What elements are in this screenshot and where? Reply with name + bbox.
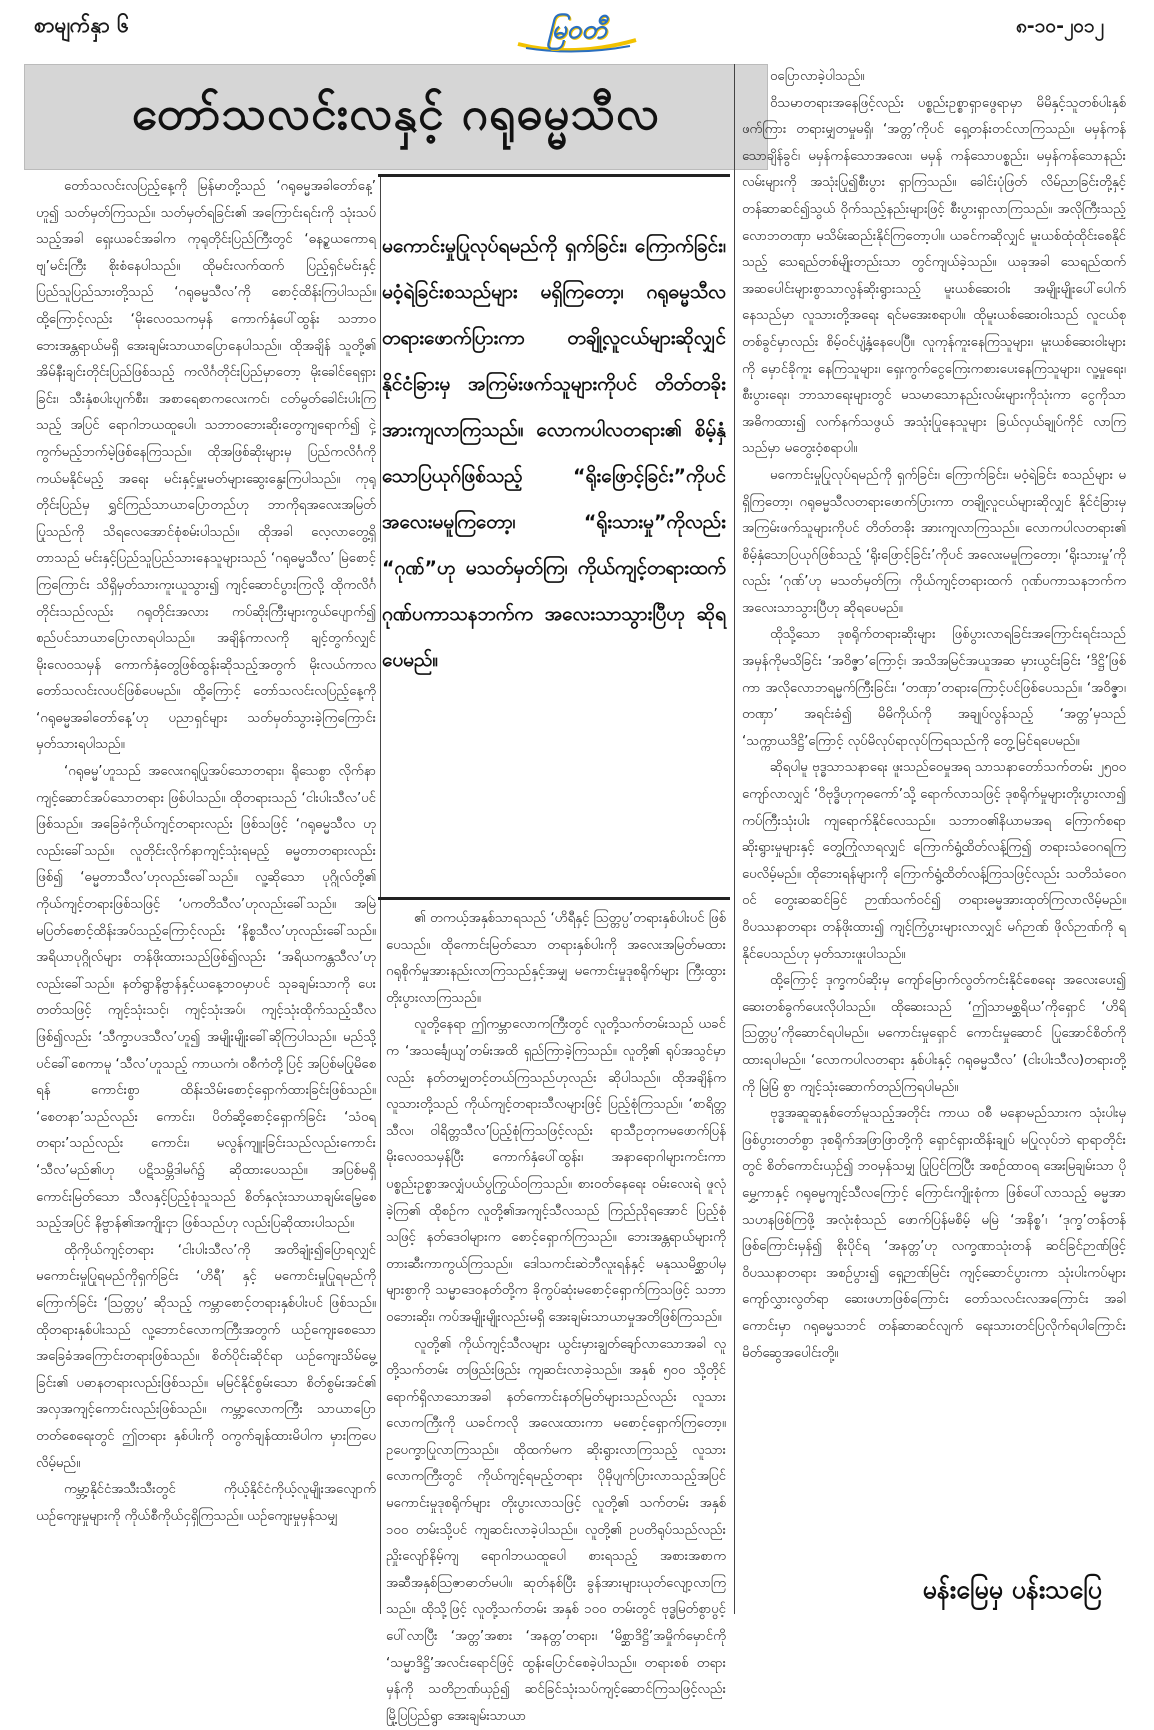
paragraph: ဗုဒ္ဓအဆူဆူနှစ်တော်မူသည့်အတိုင်း ကာယ ဝစီ မနောမည်သားက သုံးပါးမှ ဖြစ်ပွားတတ်စွာ ဒုစရိုက်အဖြာဖြာတို့ကို ရှောင်ရှားထိန်းချုပ် မပြုလုပ်ဘဲ ရာရာတိုင်းတွင် စိတ်ကောင်းယှဉ်၍ ဘဝမှန်သမျှ ပြုပြင်ကြပြီး အစဉ်ထာဝရ အေးမြချမ်းသာ ပိုမွှေ့ကာနှင့် ဂရုဓမ္မကျင့်သီလကြောင့် ကြောင်းကျိုးစုံကာ ဖြစ်ပေါ်လာသည့် ဓမ္မအာသဟနဖြစ်ကြဖို့ အလုံးစုံသည် ဖောက်ပြန်မစိမ့် မမြဲ ‘အနိစ္စ’၊ ‘ဒုက္ခ’တန်တန် ဖြစ်ကြောင်းမှန်၍ စိုးပိုင်ရ ‘အနတ္တ’ဟု လက္ခဏာသုံးတန် ဆင်ခြင်ဉာဏ်ဖြင့် ဝိပဿနာတရား အစဉ်ပွား၍ ရှေ့ဉာဏ်မြင်း ကျင့်ဆောင်ပွားကာ သုံးပါးကပ်များ ကျော်လွှားလွတ်ရာ ဆေးဖဟာဖြစ်ကြောင်း တော်သလင်းလအကြောင်း အခါကောင်းမှာ ဂရုဓမ္မသဘင် တန်ဆာဆင်လျက် ရေးသားတင်ပြလိုက်ရပါကြောင်း မိတ်ဆွေအပေါင်းတို့။ — [742, 1101, 1126, 1367]
page-header — [0, 0, 1154, 58]
masthead-title: မြဝတီ — [512, 12, 642, 51]
article-headline: တော်သလင်းလနှင့် ဂရုဓမ္မသီလ — [25, 85, 767, 152]
article-column-3 — [742, 64, 1126, 1554]
paragraph: ‘ဂရုဓမ္မ’ဟူသည် အလေးဂရုပြုအပ်သောတရား၊ ရိုသေစွာ လိုက်နာကျင့်ဆောင်အပ်သောတရား ဖြစ်ပါသည်။ ထိုတရားသည် ‘ငါးပါးသီလ’ပင်ဖြစ်သည်။ အခြေခံကိုယ်ကျင့်တရားလည်း ဖြစ်သဖြင့် ‘ဂရုဓမ္မသီလ ဟုလည်းခေါ်သည်။ လူတိုင်းလိုက်နာကျင့်သုံးရမည့် ဓမ္မတာတရားလည်းဖြစ်၍ ‘ဓမ္မတာသီလ’ဟုလည်းခေါ်သည်။ လူ့ဆိုသော ပုဂ္ဂိုလ်တို့၏ ကိုယ်ကျင့်တရားဖြစ်သဖြင့် ‘ပကတိသီလ’ဟုလည်းခေါ်သည်။ အမြဲမပြတ်စောင့်ထိန်းအပ်သည့်ကြောင့်လည်း ‘နိစ္စသီလ’ဟုလည်းခေါ်သည်။ အရိယာပုဂ္ဂိုလ်များ တန်ဖိုးထားသည်ဖြစ်၍လည်း ‘အရိယကန္တသီလ’ဟုလည်းခေါ်သည်။ နတ်ရွာနိဗ္ဗာန်နှင့်ယနေ့ဘဝမှာပင် သုခချမ်းသာကို ပေးတတ်သဖြင့် ကျင့်သုံးသင့်၊ ကျင့်သုံးအပ်၊ ကျင့်သုံးထိုက်သည့်သီလဖြစ်၍လည်း ‘သီက္ခာပဒသီလ’ဟူ၍ အမျိုးမျိုးခေါ်ဆိုကြပါသည်။ မည်သို့ပင်ခေါ်စေကာမူ ‘သီလ’ဟူသည့် ကာယကံ၊ ဝစီကံတို့ပြင့် အပြစ်မပြုမိစေရန် ကောင်းစွာ ထိန်းသိမ်းစောင့်ရှောက်ထားခြင်းဖြစ်သည်။ ‘စေတနာ’သည်လည်း ကောင်း၊ ပိတ်ဆို့စောင့်ရှောက်ခြင်း ‘သံဝရတရား’သည်လည်း ကောင်း၊ မလွန်ကျူးခြင်းသည်လည်းကောင်း ‘သီလ’မည်၏ဟု ပဋိသမ္ဘိဒါမဂ်၌ ဆိုထားပေသည်။ အပြစ်မရှိ ကောင်းမြတ်သော သီလနှင့်ပြည့်စုံသူသည် စိတ်နှလုံးသာယာချမ်းမြေ့စေသည့်အပြင် နိဗ္ဗာန်၏အကျိုးငှာ ဖြစ်သည်ဟု လည်းပြဆိုထားပါသည်။ — [36, 759, 376, 1238]
article-column-2 — [386, 906, 726, 1614]
author-byline: မန်းမြေမှ ပန်းသပြေ — [923, 1574, 1102, 1611]
issue-date: ၈-၁၀-၂၀၁၂ — [1016, 14, 1104, 42]
headline-banner — [24, 64, 768, 170]
pull-quote: မကောင်းမှုပြုလုပ်ရမည်ကို ရှက်ခြင်း၊ ကြောက်ခြင်း၊ မဝံ့ရဲခြင်းစသည်များ မရှိကြတော့၊ ဂရုဓမ္မသီလတရားဖောက်ပြားကာ တချို့လူငယ်များဆိုလျှင် နိုင်ငံခြားမှ အကြမ်းဖက်သူများကိုပင် တိတ်တခိုး အားကျလာကြသည်။ လောကပါလတရား၏ စိမ့်နှံသောပြယုဂ်ဖြစ်သည့် “ရိုးဖြောင့်ခြင်း”ကိုပင် အလေးမမူကြတော့၊ “ရိုးသားမှု”ကိုလည်း “ဂုဏ်”ဟု မသတ်မှတ်ကြ၊ ကိုယ်ကျင့်တရားထက် ဂုဏ်ပကာသနဘက်က အလေးသာသွားပြီဟု ဆိုရပေမည်။ — [382, 223, 726, 683]
paragraph: ထိုကိုယ်ကျင့်တရား ‘ငါးပါးသီလ’ကို အတိချုံး၍ပြောရလျှင် မကောင်းမှုပြုရမည်ကိုရှက်ခြင်း ‘ဟိရီ’ နှင့် မကောင်းမှုပြုရမည်ကို ကြောက်ခြင်း ‘ဩတ္တပ္ပ’ ဆိုသည့် ကမ္ဘာစောင့်တရားနှစ်ပါးပင် ဖြစ်သည်။ ထိုတရားနှစ်ပါးသည် လူ့ဘောင်လောကကြီးအတွက် ယဉ်ကျေးစေသော အခြေခံအကြောင်းတရားဖြစ်သည်။ စိတ်ပိုင်းဆိုင်ရာ ယဉ်ကျေးသိမ်မွေ့ခြင်း၏ ပဓာနတရားလည်းဖြစ်သည်။ မမြင်နိုင်စွမ်းသော စိတ်စွမ်းအင်၏ အလှအကျင့်ကောင်းလည်းဖြစ်သည်။ ကမ္ဘာ့လောကကြီး သာယာပြောတတ်စေရေးတွင် ဤတရား နှစ်ပါးကို ဝကွက်ချန်ထားမိပါက မှားကြပေလိမ့်မည်။ — [36, 1238, 376, 1477]
paragraph: မကောင်းမှုပြုလုပ်ရမည်ကို ရှက်ခြင်း၊ ကြောက်ခြင်း၊ မဝံ့ရဲခြင်း စသည်များ မရှိကြတော့၊ ဂရုဓမ္မသီလတရားဖောက်ပြားကာ တချို့လူငယ်များဆိုလျှင် နိုင်ငံခြားမှ အကြမ်းဖက်သူများကိုပင် တိတ်တခိုး အားကျလာကြသည်။ လောကပါလတရား၏ စိမ့်နှံသောပြယုဂ်ဖြစ်သည့် ‘ရိုးဖြောင့်ခြင်း’ကိုပင် အလေးမမူကြတော့၊ ‘ရိုးသားမှု’ကိုလည်း ‘ဂုဏ်’ဟု မသတ်မှတ်ကြ၊ ကိုယ်ကျင့်တရားထက် ဂုဏ်ပကာသနဘက်က အလေးသာသွားပြီဟု ဆိုရပေမည်။ — [742, 463, 1126, 623]
page-number: စာမျက်နှာ ၆ — [34, 12, 129, 43]
paragraph: ဝပြောလာခဲ့ပါသည်။ — [742, 64, 1126, 91]
pull-quote-box — [378, 174, 730, 900]
paragraph: ဆိုရပါမူ ဗုဒ္ဓသာသနာရေး ဖူးသည်ဝေမှုအရ သာသနာတော်သက်တမ်း ၂၅၀၀ ကျော်လာလျှင် ‘ဝိဗုဒ္ဓိဟုကုဓကော်’သို့ ရောက်လာသဖြင့် ဒုစရိုက်မှုများတိုးပွားလာ၍ ကပ်ကြီးသုံးပါး ကျရောက်နိုင်လေသည်။ သဘာဝ၏နိယာမအရ ကြောက်စရာဆိုးရွားမှုများနှင့် တွေ့ကြုံလာရလျှင် ကြောက်ရွံ့ထိတ်လန့်ကြ၍ တရားသံဝေဂရကြပေလိမ့်မည်။ ထိုဘေးရန်များကို ကြောက်ရွံ့ထိတ်လန့်ကြသဖြင့်လည်း သတိသံဝေဂဝင် တွေးဆဆင်ခြင် ဉာဏ်သက်ဝင်၍ တရားဓမ္မအားထုတ်ကြလာလိမ့်မည်။ ဝိပဿနာတရား တန်ဖိုးထား၍ ကျင့်ကြံပွားများလာလျှင် မဂ်ဉာဏ် ဖိုလ်ဉာဏ်ကို ရနိုင်ပေသည်ဟု မှတ်သားဖူးပါသည်။ — [742, 755, 1126, 968]
paragraph: ထို့ကြောင့် ဒုက္ခကပ်ဆိုးမှ ကျော်မြောက်လွတ်ကင်းနိုင်စေရေး အလေးပေး၍ ဆေးတစ်ခွက်ပေးလိုပါသည်။ ထိုဆေးသည် ‘ဤသာမစ္ဆရိယ’ကိုရှောင် ‘ဟိရိဩတ္တပ္ပ’ကိုဆောင်ရပါမည်။ မကောင်းမှုရှောင် ကောင်းမှုဆောင် ပြုအောင်စိတ်ကိုထားရပါမည်။ ‘လောကပါလတရား နှစ်ပါးနှင့် ဂရုဓမ္မသီလ’ (ငါးပါးသီလ)တရားတို့ကို မြဲမြံ စွာ ကျင့်သုံးဆောက်တည်ကြရပါမည်။ — [742, 968, 1126, 1101]
paragraph: ၏ တကယ့်အနှစ်သာရသည် ‘ဟိရီနှင့် ဩတ္တပ္ပ’တရားနှစ်ပါးပင် ဖြစ်ပေသည်။ ထိုကောင်းမြတ်သော တရားနှစ်ပါးကို အလေးအမြတ်မထား ဂရုစိုက်မှုအားနည်းလာကြသည်နှင့်အမျှ မကောင်းမှုဒုစရိုက်များ ကြီးထွားတိုးပွားလာကြသည်။ — [386, 906, 726, 1012]
paragraph: ကမ္ဘာ့နိုင်ငံအသီးသီးတွင် ကိုယ့်နိုင်ငံကိုယ့်လူမျိုးအလျောက် ယဉ်ကျေးမှုများကို ကိုယ်စီကိုယ်ငှရှိကြသည်။ ယဉ်ကျေးမှုမှန်သမျှ — [36, 1477, 376, 1530]
paragraph: လူတို့၏ ကိုယ်ကျင့်သီလများ ယွင်းမှားချွတ်ချော်လာသောအခါ လူတို့သက်တမ်း တဖြည်းဖြည်း ကျဆင်းလာခဲ့သည်။ အနှစ် ၅၀၀ သို့တိုင် ရောက်ရှိလာသောအခါ နတ်ကောင်းနတ်မြတ်များသည်လည်း လူသားလောကကြီးကို ယခင်ကလို အလေးထားကာ မစောင့်ရှောက်ကြတော့။ ဥပေက္ခာပြုလာကြသည်။ ထိုထက်မက ဆိုးရွားလာကြသည့် လူသားလောကကြီးတွင် ကိုယ်ကျင့်ရမည့်တရား ပိုမိုပျက်ပြားလာသည့်အပြင် မကောင်းမှုဒုစရိုက်များ တိုးပွားလာသဖြင့် လူတို့၏ သက်တမ်း အနှစ် ၁၀၀ တမ်းသို့ပင် ကျဆင်းလာခဲ့ပါသည်။ လူတို့၏ ဥပတိရုပ်သည်လည်း ညှိုးလျော်နိမ့်ကျ ရောဂါဘယထူပေါ စားရသည့် အစားအစာက အဆီအနှစ်ဩဇာဓာတ်မပါ။ ဆုတ်နစ်ပြီး ခွန်အားများယုတ်လျော့လာကြသည်။ ထိုသို့ဖြင့် လူတို့သက်တမ်း အနှစ် ၁၀၀ တမ်းတွင် ဗုဒ္ဓမြတ်စွာပွင့်ပေါ်လာပြီး ‘အတ္တ’အစား ‘အနတ္တ’တရား၊ ‘မိစ္ဆာဒိဋ္ဌိ’အမှိုက်မှောင်ကို ‘သမ္မာဒိဋ္ဌိ’အလင်းရောင်ဖြင့် ထွန်းပြောင်စေခဲ့ပါသည်။ တရားစစ် တရားမှန်ကို သတိဉာဏ်ယှဉ်၍ ဆင်ခြင်သုံးသပ်ကျင့်ဆောင်ကြသဖြင့်လည်း မြို့ပြပြည်ရွာ အေးချမ်းသာယာ — [386, 1332, 726, 1730]
paragraph: ထိုသို့သော ဒုစရိုက်တရားဆိုးများ ဖြစ်ပွားလာရခြင်းအကြောင်းရင်းသည် အမှန်ကိုမသိခြင်း ‘အဝိဇ္ဇာ’ကြောင့်၊ အသိအမြင်အယူအဆ မှားယွင်းခြင်း ‘ဒိဋ္ဌိ’ဖြစ်ကာ အလိုလောဘရမ္မက်ကြီးခြင်း၊ ‘တဏှာ’တရားကြောင့်ပင်ဖြစ်ပေသည်။ ‘အဝိဇ္ဇာ၊ တဏှာ’ အရင်းခံ၍ မိမိကိုယ်ကို အချုပ်လွန်သည့် ‘အတ္တ’မှသည် ‘သက္ကာယဒိဋ္ဌိ’ကြောင့် လုပ်မိလုပ်ရာလုပ်ကြရသည်ကို တွေ့မြင်ရပေမည်။ — [742, 622, 1126, 755]
article-column-1 — [36, 174, 376, 1614]
masthead-logo — [512, 4, 642, 54]
paragraph: တော်သလင်းလပြည့်နေ့ကို မြန်မာတို့သည် ‘ဂရုဓမ္မအခါတော်နေ့’ ဟူ၍ သတ်မှတ်ကြသည်။ သတ်မှတ်ရခြင်း၏ အကြောင်းရင်းကို သုံးသပ်သည့်အခါ ရှေးယခင်အခါက ကုရုတိုင်းပြည်ကြီးတွင် ‘ဓနဉ္စယကောရဗျ’မင်းကြီး စိုးစံနေပါသည်။ ထိုမင်းလက်ထက် ပြည့်ရှင်မင်းနှင့် ပြည်သူပြည်သားတို့သည် ‘ဂရုဓမ္မသီလ’ကို စောင့်ထိန်းကြပါသည်။ ထို့ကြောင့်လည်း ‘မိုးလေဝသကမှန် ကောက်နှံပေါ်ထွန်း သဘာဝဘေးအန္တရာယ်မရှိ အေးချမ်းသာယာပြောနေပါသည်။ ထိုအချိန် သူတို့၏ အိမ်နီးချင်းတိုင်းပြည်ဖြစ်သည့် ကလိင်္ဂတိုင်းပြည်မှာတော့ မိုးခေါင်ရေရှားခြင်း၊ သီးနှံစပါးပျက်စီး၊ အစာရေစာကလေးကင်၊ ငတ်မွတ်ခေါင်းပါးကြသည့် အပြင် ရောဂါဘယထူပေါ၊ သဘာဝဘေးဆိုးတွေကျရောက်၍ ငှဲ့ကွက်မည့်ဘက်မဲ့ဖြစ်နေကြသည်။ ထိုအဖြစ်ဆိုးများမှ ပြည်ကလိင်္ဂကို ကယ်မနိုင်မည့် အရေး မင်းနှင့်မှူးမတ်များဆွေးနွေးကြပါသည်။ ကုရုတိုင်းပြည်မှ ရွှင်ကြည်သာယာပြောတည်ဟု ဘာကိုရအလေးအမြတ်ပြုသည်ကို သိရလေအောင်စုံစမ်းပါသည်။ ထိုအခါ လေ့လာတွေ့ရှိတာသည် မင်းနှင့်ပြည်သူပြည်သားနေသူများသည် ‘ဂရုဓမ္မသီလ’ မြဲစောင့်ကြကြောင်း သိရှိမှတ်သားကူးယူသွား၍ ကျင့်ဆောင်ပွားကြလို့ ထိုကလိင်္ဂတိုင်းသည်လည်း ဂရုတိုင်းအလား ကပ်ဆိုးကြီးများကွယ်ပျောက်၍ စည်ပင်သာယာပြောလာရပါသည်။ အချိန်ကာလကို ချင့်တွက်လျှင် မိုးလေဝသမှန် ကောက်နှံတွေဖြစ်ထွန်းဆိုသည့်အတွက် မိုးလယ်ကာလ တော်သလင်းလပင်ဖြစ်ပေမည်။ ထို့ကြောင့် တော်သလင်းလပြည့်နေ့ကို ‘ဂရုဓမ္မအခါတော်နေ့’ဟု ပညာရှင်များ သတ်မှတ်သွားခဲ့ကြကြောင်း မှတ်သားရပါသည်။ — [36, 174, 376, 759]
column-divider — [734, 64, 735, 1614]
paragraph: လူတို့နေရာ ဤကမ္ဘာလောကကြီးတွင် လူတို့သက်တမ်းသည် ယခင်က ‘အသင်္ချေယျ’တမ်းအထိ ရှည်ကြာခဲ့ကြသည်။ လူတို့၏ ရုပ်အသွင်မှာလည်း နတ်တမျှတင့်တယ်ကြသည်ဟုလည်း ဆိုပါသည်။ ထိုအချိန်က လူသားတို့သည် ကိုယ်ကျင့်တရားသီလများဖြင့် ပြည့်စုံကြသည်။ ‘စာရိတ္တသီလ၊ ဝါရိတ္တသီလ’ပြည့်စုံကြသဖြင့်လည်း ရာသီဥတုကမဖောက်ပြန် မိုးလေဝသမှန်ပြီး ကောက်နှံပေါ်ထွန်း၊ အနာရောဂါများကင်းကာ ပစ္စည်းဥစ္စာအလျှံပယ်ပွကြွယ်ဝကြသည်။ စားဝတ်နေရေး ဝမ်းလေးရဲ ဖူလုံခဲ့ကြ၏ ထိုစဉ်က လူတို့၏အကျင့်သီလသည် ကြည်ညိုရအောင် ပြည့်စုံသဖြင့် နတ်ဒေဝါများက စောင့်ရှောက်ကြသည်။ ဘေးအန္တရာယ်များကို တားဆီးကာကွယ်ကြသည်။ ဒေါသကင်းဆဲဘီလူးရန်နှင့် မနုဿမိစ္ဆာပါမှများစွာကို သမ္မာဒေဝနတ်တို့က ခိုကွပ်ဆုံးမစောင့်ရှောက်ကြသဖြင့် သဘာဝဘေးဆိုး၊ ကပ်အမျိုးမျိုးလည်းမရှိ အေးချမ်းသာယာမှုအတိဖြစ်ကြသည်။ — [386, 1012, 726, 1331]
paragraph: ဝိသမာတရားအနေဖြင့်လည်း ပစ္စည်းဥစ္စာရှာဖွေရာမှာ မိမိနှင့်သူတစ်ပါးနှစ်ဖက်ကြား တရားမျှတမှုမရှိ၊ ‘အတ္တ’ကိုပင် ရှေ့တန်းတင်လာကြသည်။ မမှန်ကန်သောချိန်ခွင်၊ မမှန်ကန်သောအလေး၊ မမှန် ကန်သောပစ္စည်း၊ မမှန်ကန်သောနည်းလမ်းများကို အသုံးပြု၍စီးပွား ရှာကြသည်။ ခေါင်းပုံဖြတ် လိမ်ညာခြင်းတို့နှင့် တန်ဆာဆင်၍သွယ် ဝိုက်သည့်နည်းများဖြင့် စီးပွားရှာလာကြသည်။ အလိုကြီးသည့်လောဘတဏှာ မသိမ်းဆည်းနိုင်ကြတော့ပါ။ ယခင်ကဆိုလျှင် မူးယစ်ထုံထိုင်းစေနိုင်သည့် သေရည်တစ်မျိုးတည်းသာ တွင်ကျယ်ခဲ့သည်။ ယခုအခါ သေရည်ထက် အဆပေါင်းများစွာသာလွန်ဆိုးရွားသည့် မူးယစ်ဆေးဝါး အမျိုးမျိုးပေါ်ပေါက်နေသည်မှာ လူသားတို့အရေး ရင်မအေးစရာပါ။ ထိုမူးယစ်ဆေးဝါးသည် လူငယ်စုတစ်ခွင်မှာလည်း စိမ့်ဝင်ပျံ့နှံ့နေပေပြီ။ လူကုန်ကူးနေကြသူများ၊ မူးယစ်ဆေးဝါးများကို မှောင်ခိုကူး နေကြသူများ၊ ရှေးကွက်ငွေကြေးကစားပေးနေကြသူများ၊ လူ့မှုရေး၊ စီးပွားရေး၊ ဘာသာရေးများတွင် မသမာသောနည်းလမ်းများကိုသုံးကာ ငွေကိုသာ အဓိကထား၍ လက်နက်သဖွယ် အသုံးပြုနေသူများ ခြယ်လှယ်ချုပ်ကိုင် လာကြသည်မှာ မတွေးဝံ့စရာပါ။ — [742, 91, 1126, 463]
